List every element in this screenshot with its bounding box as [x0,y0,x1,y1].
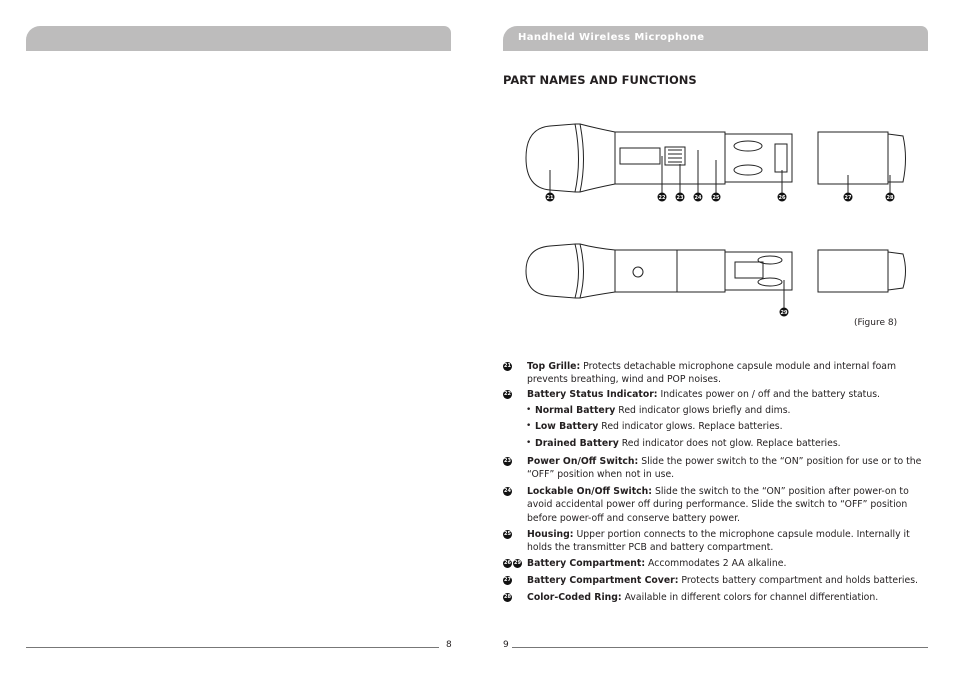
callout-21-label: 21 [546,195,554,201]
badge-23: 23 [504,458,511,464]
item-label: Battery Status Indicator: [527,389,658,400]
item-text: Slide the power switch to the “ON” position for use or to the “OFF” position when not in use. [527,456,922,481]
right-footer-rule [512,647,928,648]
item-text: Upper portion connects to the microphone capsule module. Internally it holds the transmitter PCB and battery compartment. [527,529,910,554]
color-ring-shape [888,134,906,182]
right-page-number: 9 [503,640,509,650]
item-label: Battery Compartment: [527,558,646,569]
left-page-header-bar [26,26,451,51]
item-label: Color-Coded Ring: [527,592,622,603]
badge-26: 26 [504,560,511,566]
item-label: Battery Compartment Cover: [527,575,679,586]
microphone-rear-view [526,244,906,310]
top-grille-shape [526,124,579,192]
item-text: Slide the switch to the “ON” position after power-on to avoid accidental power off during performance. Slide the switch to “OFF” position before power-off and conserve battery power. [527,486,909,524]
figure-caption: (Figure 8) [854,318,898,328]
callout-24-label: 24 [694,195,702,201]
header-title: Handheld Wireless Microphone [518,32,705,43]
battery-cover-shape [818,132,888,184]
badge-22: 22 [504,391,511,397]
item-label: Housing: [527,529,574,540]
callout-22-label: 22 [658,195,666,201]
badge-21: 21 [504,363,511,369]
item-text: Accommodates 2 AA alkaline. [645,558,787,569]
item-text: Indicates power on / off and the battery status. [657,389,881,400]
state-label: Drained Battery [535,438,619,449]
microphone-figure [520,120,910,320]
callout-25-label: 25 [712,195,720,201]
callout-lines-top [550,150,890,195]
badge-25: 25 [504,531,511,537]
state-text: Red indicator glows. Replace batteries. [598,421,783,432]
callout-27-label: 27 [844,195,852,201]
left-page-number: 8 [446,640,452,650]
right-page-header-bar [503,26,928,51]
badge-28: 28 [504,594,511,600]
battery-indicator-window [620,148,660,164]
callout-26-label: 26 [778,195,786,201]
state-text: Red indicator does not glow. Replace batteries. [618,438,841,449]
battery-state-normal [527,405,791,416]
item-label: Lockable On/Off Switch: [527,486,653,497]
item-text: Available in different colors for channel differentiation. [621,592,879,603]
callout-28-label: 28 [886,195,894,201]
item-label: Power On/Off Switch: [527,456,639,467]
badge-29: 29 [514,560,521,566]
callout-29-label: 29 [780,310,788,316]
section-title: PART NAMES AND FUNCTIONS [503,73,697,87]
state-label: Low Battery [535,421,599,432]
left-footer-rule [26,647,439,648]
callout-23-label: 23 [676,195,684,201]
badge-27: 27 [504,577,511,583]
state-text: Red indicator glows briefly and dims. [615,405,791,416]
item-text: Protects battery compartment and holds batteries. [678,575,919,586]
item-label: Top Grille: [527,361,581,372]
item-text: Protects detachable microphone capsule module and internal foam prevents breathing, wind and POP noises. [527,361,897,386]
battery-state-drained [527,438,841,449]
state-label: Normal Battery [535,405,616,416]
battery-state-low [527,421,783,432]
badge-24: 24 [504,488,511,494]
